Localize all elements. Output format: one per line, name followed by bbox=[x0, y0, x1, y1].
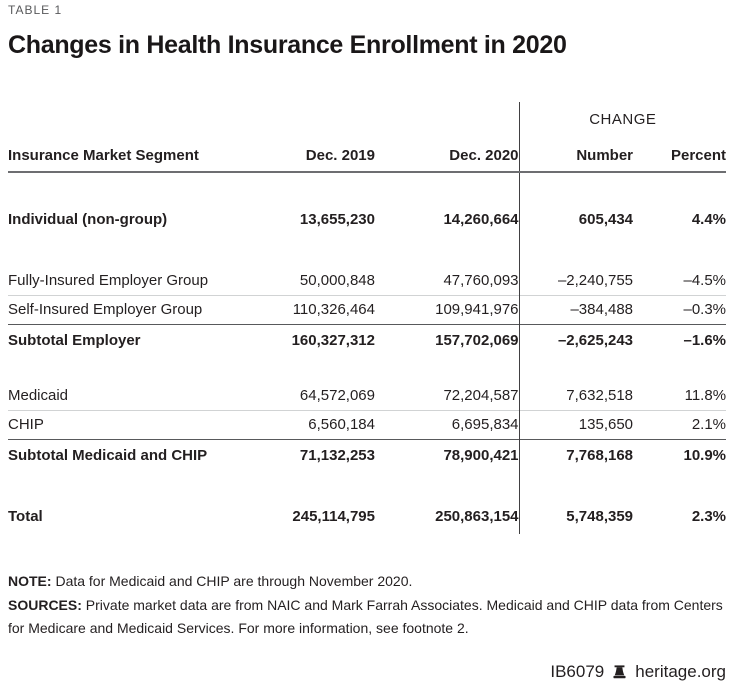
table-row-self-insured bbox=[8, 295, 726, 324]
cell-segment: Medicaid bbox=[8, 386, 69, 404]
cell-dec2019: 13,655,230 bbox=[299, 210, 375, 228]
table-kicker: TABLE 1 bbox=[8, 3, 63, 17]
col-header-percent: Percent bbox=[633, 137, 726, 172]
sources-text: Private market data are from NAIC and Mark Farrah Associates. Medicaid and CHIP data from Centers for Medicare and Medicaid Services. For more information, see footnote 2. bbox=[8, 596, 723, 636]
table-row-subtotal-employer bbox=[8, 324, 726, 357]
cell-dec2020: 14,260,664 bbox=[443, 210, 519, 228]
cell-segment: Total bbox=[8, 507, 43, 525]
cell-change-number: 7,768,168 bbox=[519, 439, 633, 472]
cell-change-number: –384,488 bbox=[519, 295, 633, 324]
cell-change-percent: 2.3% bbox=[691, 507, 727, 525]
site-link[interactable]: heritage.org bbox=[635, 662, 726, 681]
cell-dec2020: 250,863,154 bbox=[435, 507, 519, 525]
cell-dec2019: 245,114,795 bbox=[292, 507, 375, 525]
cell-dec2019: 160,327,312 bbox=[255, 324, 375, 357]
cell-segment: Subtotal Employer bbox=[8, 324, 255, 357]
spacer-cell bbox=[8, 102, 519, 137]
table-row-medicaid bbox=[8, 381, 726, 410]
cell-segment: Subtotal Medicaid and CHIP bbox=[8, 439, 255, 472]
cell-change-percent: 2.1% bbox=[633, 410, 726, 439]
cell-dec2020: 157,702,069 bbox=[375, 324, 519, 357]
spacer-row bbox=[8, 357, 726, 381]
col-header-segment: Insurance Market Segment bbox=[8, 137, 255, 172]
cell-segment: Individual (non-group) bbox=[8, 210, 168, 228]
col-header-dec2020: Dec. 2020 bbox=[375, 137, 519, 172]
table-row-individual bbox=[8, 202, 726, 236]
notes-section bbox=[8, 570, 726, 641]
cell-change-number: 5,748,359 bbox=[519, 498, 633, 534]
cell-dec2019: 50,000,848 bbox=[299, 271, 375, 289]
table-row-subtotal-medicaid-chip bbox=[8, 439, 726, 472]
column-header-row bbox=[8, 137, 726, 172]
enrollment-table bbox=[8, 102, 726, 534]
change-header-row bbox=[8, 102, 726, 137]
cell-dec2020: 72,204,587 bbox=[443, 386, 519, 404]
cell-segment: Fully-Insured Employer Group bbox=[8, 271, 209, 289]
note-label: NOTE: bbox=[8, 573, 52, 589]
cell-dec2020: 78,900,421 bbox=[375, 439, 519, 472]
table-row-fully-insured bbox=[8, 266, 726, 295]
table-row-chip bbox=[8, 410, 726, 439]
cell-change-percent: –0.3% bbox=[633, 295, 726, 324]
cell-change-number: 7,632,518 bbox=[519, 381, 633, 410]
sources-line bbox=[8, 594, 726, 641]
cell-dec2019: 71,132,253 bbox=[255, 439, 375, 472]
cell-dec2020: 47,760,093 bbox=[443, 271, 519, 289]
cell-dec2020: 109,941,976 bbox=[375, 295, 519, 324]
cell-change-number: 135,650 bbox=[519, 410, 633, 439]
cell-segment: CHIP bbox=[8, 410, 255, 439]
footer bbox=[550, 662, 726, 682]
col-header-dec2019: Dec. 2019 bbox=[255, 137, 375, 172]
spacer-row bbox=[8, 472, 726, 498]
note-line bbox=[8, 570, 726, 594]
cell-dec2019: 64,572,069 bbox=[299, 386, 375, 404]
cell-change-number: –2,240,755 bbox=[519, 266, 633, 295]
spacer-row bbox=[8, 172, 726, 202]
cell-change-percent: 11.8% bbox=[684, 386, 727, 404]
cell-change-percent: 4.4% bbox=[691, 210, 727, 228]
cell-dec2020: 6,695,834 bbox=[375, 410, 519, 439]
doc-id: IB6079 bbox=[550, 662, 605, 681]
table-row-total bbox=[8, 498, 726, 534]
change-header: CHANGE bbox=[519, 102, 726, 137]
cell-change-percent: –4.5% bbox=[683, 271, 727, 289]
spacer-row bbox=[8, 236, 726, 266]
cell-change-percent: –1.6% bbox=[633, 324, 726, 357]
cell-dec2019: 110,326,464 bbox=[255, 295, 375, 324]
cell-change-number: –2,625,243 bbox=[519, 324, 633, 357]
cell-change-percent: 10.9% bbox=[633, 439, 726, 472]
page-title: Changes in Health Insurance Enrollment in 2020 bbox=[8, 31, 567, 59]
cell-segment: Self-Insured Employer Group bbox=[8, 295, 255, 324]
cell-change-number: 605,434 bbox=[519, 202, 633, 236]
note-text: Data for Medicaid and CHIP are through November 2020. bbox=[51, 573, 413, 589]
sources-label: SOURCES: bbox=[8, 596, 82, 613]
col-header-number: Number bbox=[519, 137, 633, 172]
liberty-bell-icon bbox=[611, 664, 628, 681]
cell-dec2019: 6,560,184 bbox=[255, 410, 375, 439]
